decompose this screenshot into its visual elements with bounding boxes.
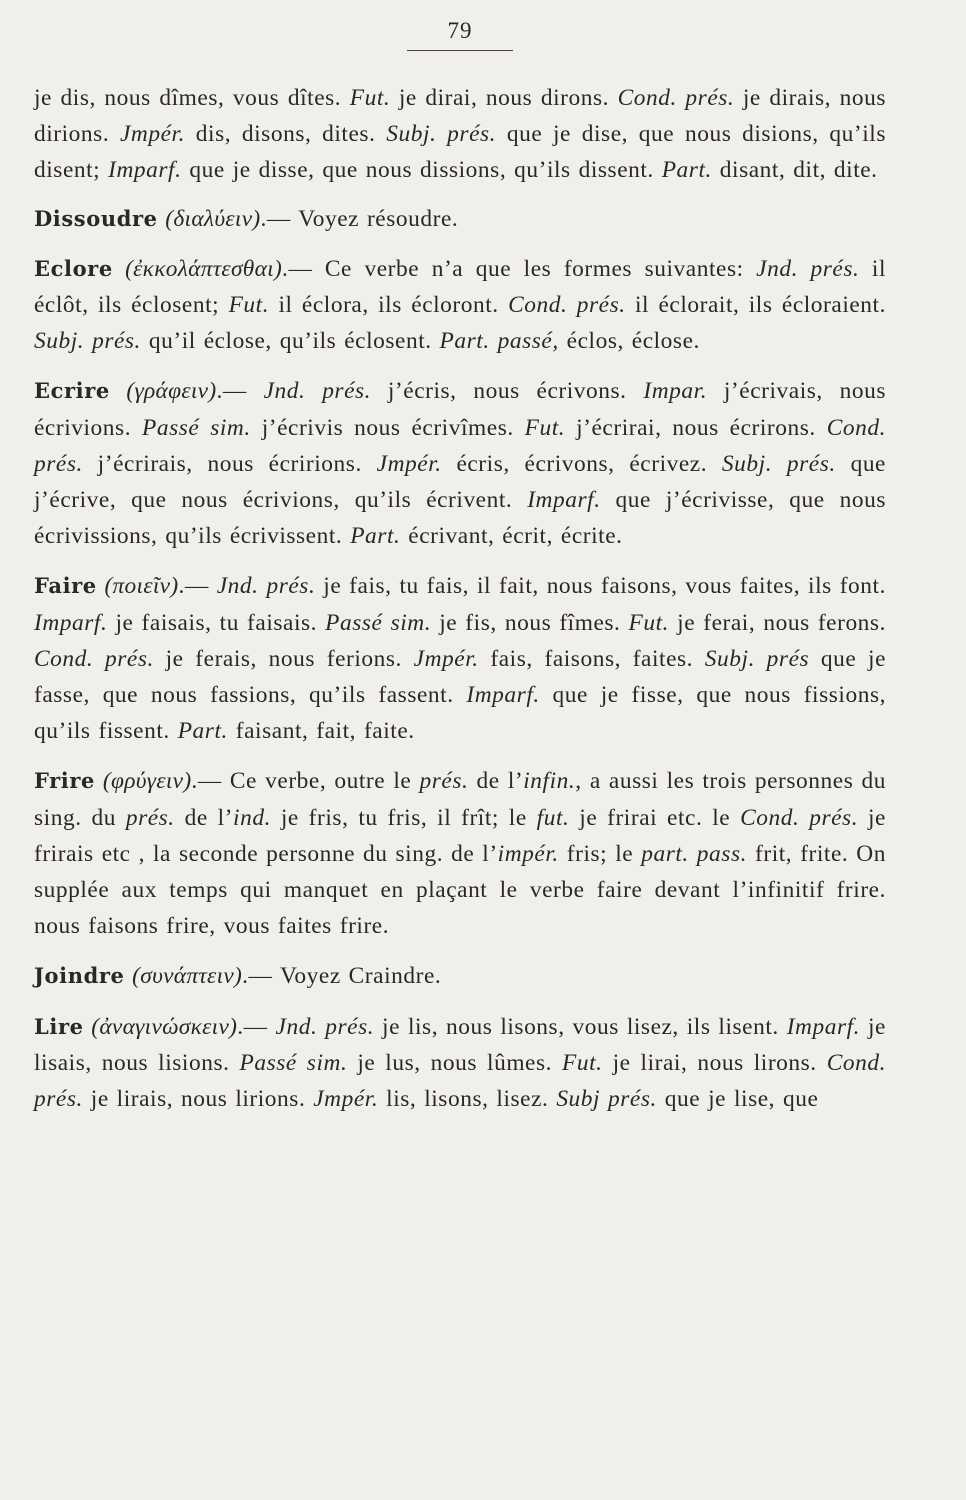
- entry-faire-headword: Faire: [34, 573, 97, 599]
- entry-lire-text: que je lise, que: [656, 1086, 819, 1113]
- entry-eclore-text: qu’il éclose, qu’ils éclosent.: [140, 328, 440, 355]
- entry-frire-grammar-label: part. pass.: [641, 840, 748, 867]
- entry-ecrire-text: j’écrivais, nous écrivions.: [34, 378, 886, 441]
- entry-dire-text: je dirai, nous dirons.: [390, 85, 618, 111]
- entry-faire-grammar-label: Jmpér.: [413, 645, 479, 672]
- entry-faire-grammar-label: Jnd. prés.: [216, 573, 316, 600]
- entry-faire-grammar-label: Imparf.: [466, 682, 540, 709]
- entry-frire-text: de l’: [174, 804, 234, 831]
- entry-dissoudre-headword: Dissoudre: [34, 205, 158, 231]
- entry-faire-text: que je fasse, que nous fassions, qu’ils fassent.: [34, 645, 887, 709]
- entry-eclore-text: il éclôt, ils éclosent;: [34, 255, 887, 319]
- entry-dire-grammar-label: Cond. prés.: [617, 85, 735, 111]
- entry-lire-text: .—: [237, 1013, 276, 1040]
- entry-frire-grammar-label: prés.: [125, 804, 175, 831]
- page-body: [34, 80, 886, 1131]
- entry-dissoudre-greek-gloss: (διαλύειν): [157, 205, 261, 232]
- entry-frire-text: je fris, tu fris, il frît; le: [270, 804, 537, 831]
- entry-dire-grammar-label: Imparf.: [108, 157, 182, 184]
- entry-dire-text: dis, disons, dites.: [185, 121, 387, 148]
- entry-frire-text: je frirai etc. le: [569, 804, 741, 831]
- entry-eclore: [34, 251, 886, 360]
- entry-ecrire-text: j’écrirai, nous écrirons.: [565, 414, 827, 441]
- entry-faire-grammar-label: Imparf.: [34, 609, 108, 636]
- entry-frire: [34, 763, 886, 944]
- entry-lire-text: je lis, nous lisons, vous lisez, ils lisent.: [374, 1013, 787, 1040]
- entry-ecrire-text: écrivant, écrit, écrite.: [400, 523, 623, 550]
- entry-frire-grammar-label: ind.: [233, 804, 271, 831]
- page-number: 79: [447, 18, 473, 43]
- entry-frire-text: je frirais etc , la seconde personne du sing. de l’: [34, 804, 886, 867]
- entry-lire-headword: Lire: [34, 1013, 84, 1039]
- entry-faire-text: je fais, tu fais, il fait, nous faisons, vous faites, ils font.: [315, 573, 886, 600]
- entry-dire-text: que je disse, que nous dissions, qu’ils dissent.: [181, 157, 662, 184]
- entry-ecrire-text: j’écrirais, nous écririons.: [82, 450, 377, 477]
- entry-ecrire-grammar-label: Cond. prés.: [34, 414, 887, 477]
- header-rule: [407, 50, 513, 51]
- entry-ecrire-grammar-label: Jmpér.: [376, 450, 442, 477]
- entry-ecrire-grammar-label: Imparf.: [527, 487, 601, 514]
- entry-eclore-grammar-label: Jnd. prés.: [756, 255, 860, 282]
- entry-frire-text: .— Ce verbe, outre le: [191, 768, 420, 795]
- entry-frire-grammar-label: prés.: [419, 768, 469, 795]
- entry-lire: [34, 1009, 886, 1118]
- entry-faire-text: faisant, fait, faite.: [227, 718, 415, 745]
- entry-ecrire-text: .—: [216, 378, 264, 405]
- entry-lire-grammar-label: Jmpér.: [313, 1086, 379, 1113]
- entry-frire-grammar-label: infin.: [523, 768, 576, 795]
- entry-lire-text: lis, lisons, lisez.: [378, 1086, 557, 1113]
- entry-joindre-text: .— Voyez Craindre.: [242, 963, 442, 990]
- entry-eclore-text: .— Ce verbe n’a que les formes suivantes:: [282, 255, 757, 282]
- entry-ecrire-grammar-label: Subj. prés.: [721, 450, 836, 477]
- entry-faire-grammar-label: Subj. prés: [704, 645, 810, 672]
- entry-lire-text: je lus, nous lûmes.: [347, 1049, 563, 1076]
- entry-dire-grammar-label: Jmpér.: [120, 121, 186, 148]
- entry-frire-grammar-label: Cond. prés.: [740, 804, 859, 831]
- entry-dire-grammar-label: Subj. prés.: [386, 121, 497, 148]
- entry-faire: [34, 568, 886, 749]
- entry-faire-text: je ferai, nous ferons.: [669, 609, 886, 636]
- entry-ecrire-headword: Ecrire: [34, 378, 110, 404]
- entry-dire-grammar-label: Part.: [661, 157, 712, 184]
- entry-frire-text: frit, frite. On supplée aux temps qui manquet en plaçant le verbe faire devant l’infinitif frire. nous faisons frire, vous faites frire.: [34, 840, 886, 940]
- entry-eclore-text: il éclora, ils écloront.: [269, 292, 509, 319]
- entry-eclore-grammar-label: Fut.: [228, 292, 270, 319]
- entry-dire-text: disant, dit, dite.: [711, 157, 878, 184]
- entry-lire-greek-gloss: (ἀναγινώσκειν): [83, 1013, 238, 1040]
- entry-lire-text: je lisais, nous lisions.: [34, 1013, 886, 1076]
- entry-faire-grammar-label: Fut.: [628, 609, 670, 636]
- entry-ecrire-grammar-label: Fut.: [524, 414, 566, 441]
- entry-dire: [34, 80, 886, 189]
- entry-faire-text: fais, faisons, faites.: [478, 645, 705, 672]
- entry-ecrire-text: que j’écrivisse, que nous écrivissions, qu’ils écrivissent.: [34, 487, 886, 550]
- entry-ecrire-grammar-label: Passé sim.: [142, 414, 251, 441]
- entry-eclore-text: éclos, éclose.: [558, 328, 700, 355]
- entry-joindre-greek-gloss: (συνάπτειν): [124, 963, 243, 990]
- entry-ecrire-grammar-label: Impar.: [643, 378, 708, 405]
- entry-frire-greek-gloss: (φρύγειν): [95, 768, 192, 795]
- entry-ecrire-text: écris, écrivons, écrivez.: [441, 450, 722, 477]
- entry-lire-grammar-label: Imparf.: [786, 1013, 861, 1040]
- entry-lire-grammar-label: Jnd. prés.: [275, 1013, 375, 1040]
- entry-eclore-headword: Eclore: [34, 255, 113, 281]
- page-header: [405, 16, 515, 51]
- entry-lire-grammar-label: Cond. prés.: [34, 1049, 886, 1113]
- entry-joindre: [34, 958, 886, 994]
- entry-dire-grammar-label: Fut.: [349, 85, 391, 111]
- entry-lire-text: je lirai, nous lirons.: [602, 1049, 827, 1076]
- entry-frire-grammar-label: impér.: [497, 840, 559, 867]
- entry-eclore-grammar-label: Part. passé,: [439, 328, 559, 355]
- entry-ecrire-grammar-label: Jnd. prés.: [263, 378, 372, 405]
- entry-ecrire-text: j’écris, nous écrivons.: [371, 378, 644, 405]
- entry-dire-text: je dis, nous dîmes, vous dîtes.: [34, 85, 350, 111]
- entry-ecrire-text: j’écrivis nous écrivîmes.: [250, 414, 525, 441]
- entry-faire-text: .—: [178, 573, 217, 600]
- entry-lire-text: je lirais, nous lirions.: [82, 1086, 314, 1113]
- entry-eclore-grammar-label: Subj. prés.: [34, 328, 141, 355]
- entry-dissoudre-text: .— Voyez résoudre.: [260, 205, 459, 232]
- entry-frire-headword: Frire: [34, 768, 96, 794]
- entry-faire-greek-gloss: (ποιεῖν): [96, 573, 179, 600]
- entry-dissoudre: [34, 201, 886, 237]
- entry-lire-grammar-label: Fut.: [562, 1049, 603, 1076]
- entry-ecrire-greek-gloss: (γράφειν): [109, 378, 217, 405]
- entry-ecrire-text: que j’écrive, que nous écrivions, qu’ils écrivent.: [34, 450, 886, 514]
- entry-frire-text: de l’: [468, 768, 524, 795]
- entry-ecrire-grammar-label: Part.: [350, 523, 401, 550]
- entry-eclore-greek-gloss: (ἐκκολάπτεσθαι): [112, 255, 283, 282]
- entry-lire-grammar-label: Subj prés.: [556, 1086, 657, 1113]
- entry-lire-grammar-label: Passé sim.: [239, 1049, 348, 1076]
- entry-faire-text: je ferais, nous ferions.: [153, 645, 414, 672]
- entry-dire-text: que je dise, que nous disions, qu’ils disent;: [34, 121, 887, 184]
- entry-frire-text: fris; le: [558, 840, 642, 867]
- entry-faire-grammar-label: Part.: [177, 718, 228, 745]
- entry-faire-text: je fis, nous fîmes.: [431, 609, 629, 636]
- entry-joindre-headword: Joindre: [34, 963, 125, 989]
- entry-faire-grammar-label: Cond. prés.: [34, 645, 154, 672]
- entry-frire-grammar-label: fut.: [536, 804, 570, 831]
- entry-eclore-text: il éclorait, ils écloraient.: [625, 292, 886, 319]
- entry-faire-text: je faisais, tu faisais.: [107, 609, 326, 636]
- entry-frire-text: , a aussi les trois personnes du sing. du: [34, 768, 886, 831]
- entry-ecrire: [34, 373, 886, 554]
- entry-dire-text: je dirais, nous dirions.: [34, 85, 886, 148]
- entry-eclore-grammar-label: Cond. prés.: [508, 292, 626, 319]
- entry-faire-text: que je fisse, que nous fissions, qu’ils fissent.: [34, 682, 886, 745]
- entry-faire-grammar-label: Passé sim.: [325, 609, 432, 636]
